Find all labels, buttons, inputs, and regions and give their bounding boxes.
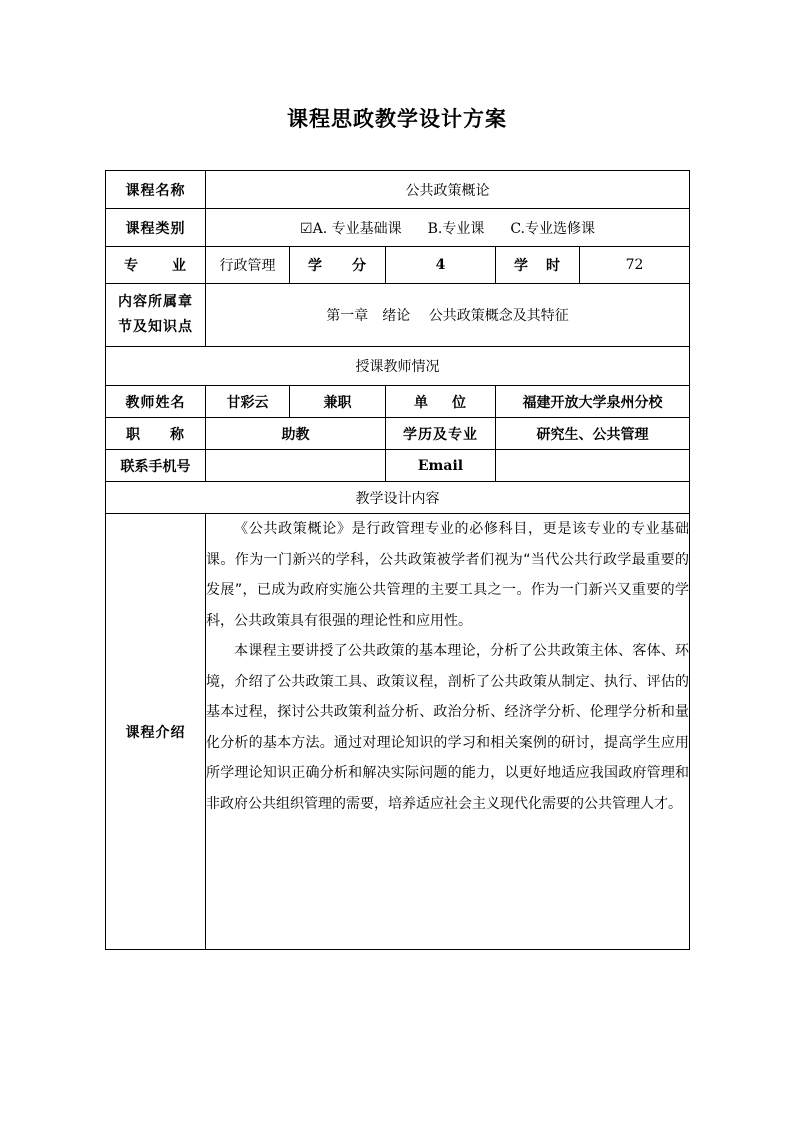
major-value: 行政管理 (206, 247, 290, 284)
chapter-label-line2: 节及知识点 (118, 319, 193, 335)
education-value: 研究生、公共管理 (496, 418, 690, 450)
rank-label-char2: 称 (170, 426, 185, 443)
row-major-credits-hours (106, 247, 690, 284)
course-intro-text (206, 514, 690, 950)
credit-label-char1: 学 (308, 258, 323, 274)
hours-label-char1: 学 (514, 258, 529, 274)
teacher-name-value: 甘彩云 (206, 386, 290, 418)
row-teacher-name (106, 386, 690, 418)
row-design-section (106, 482, 690, 514)
intro-paragraph-1: 《公共政策概论》是行政管理专业的必修科目，更是该专业的专业基础课。作为一门新兴的学科，公共政策被学者们视为“当代公共行政学最重要的发展”，已成为政府实施公共管理的主要工具之一。作为一门新兴又重要的学科，公共政策具有很强的理论性和应用性。 (206, 521, 690, 629)
unit-label-char2: 位 (452, 394, 467, 411)
intro-paragraph-2: 本课程主要讲授了公共政策的基本理论，分析了公共政策主体、客体、环境，介绍了公共政策工具、政策议程，剖析了公共政策从制定、执行、评估的基本过程，探讨公共政策利益分析、政治分析、经济学分析、伦理学分析和量化分析的基本方法。通过对理论知识的学习和相关案例的研讨，提高学生应用所学理论知识正确分析和解决实际问题的能力，以更好地适应我国政府管理和非政府公共组织管理的需要，培养适应社会主义现代化需要的公共管理人才。 (206, 643, 690, 812)
phone-label: 联系手机号 (106, 450, 206, 482)
rank-value: 助教 (206, 418, 386, 450)
row-teacher-rank (106, 418, 690, 450)
category-option-b[interactable]: B.专业课 (427, 220, 485, 237)
course-name-value: 公共政策概论 (206, 171, 690, 209)
course-intro-label: 课程介绍 (106, 514, 206, 950)
unit-label-char1: 单 (414, 394, 429, 411)
phone-value (206, 450, 386, 482)
course-category-options (206, 209, 690, 247)
chapter-label (106, 284, 206, 347)
design-section-title: 教学设计内容 (106, 482, 690, 514)
teacher-name-label: 教师姓名 (106, 386, 206, 418)
course-name-label: 课程名称 (106, 171, 206, 209)
major-label-char2: 业 (172, 258, 187, 274)
row-teacher-contact (106, 450, 690, 482)
row-chapter (106, 284, 690, 347)
unit-label (386, 386, 496, 418)
rank-label-char1: 职 (126, 426, 141, 443)
email-label: Email (386, 450, 496, 482)
unit-value: 福建开放大学泉州分校 (496, 386, 690, 418)
hours-value: 72 (580, 247, 690, 284)
teacher-type-value: 兼职 (290, 386, 386, 418)
email-value (496, 450, 690, 482)
hours-label-char2: 时 (546, 258, 561, 274)
document-title: 课程思政教学设计方案 (287, 107, 507, 131)
major-label-char1: 专 (124, 258, 139, 274)
category-option-c[interactable]: C.专业选修课 (510, 220, 596, 237)
chapter-label-line1: 内容所属章 (118, 294, 193, 310)
row-course-name (106, 171, 690, 209)
major-label (106, 247, 206, 284)
category-option-a[interactable]: ☑A. 专业基础课 (300, 220, 402, 237)
row-course-category (106, 209, 690, 247)
hours-label (496, 247, 580, 284)
teacher-section-title: 授课教师情况 (106, 347, 690, 386)
credit-value: 4 (386, 247, 496, 284)
row-course-intro (106, 514, 690, 950)
chapter-value: 第一章 绪论 公共政策概念及其特征 (206, 284, 690, 347)
course-category-label: 课程类别 (106, 209, 206, 247)
credit-label-char2: 分 (352, 258, 367, 274)
design-form-table (105, 170, 690, 950)
education-label: 学历及专业 (386, 418, 496, 450)
credit-label (290, 247, 386, 284)
row-teacher-section (106, 347, 690, 386)
rank-label (106, 418, 206, 450)
